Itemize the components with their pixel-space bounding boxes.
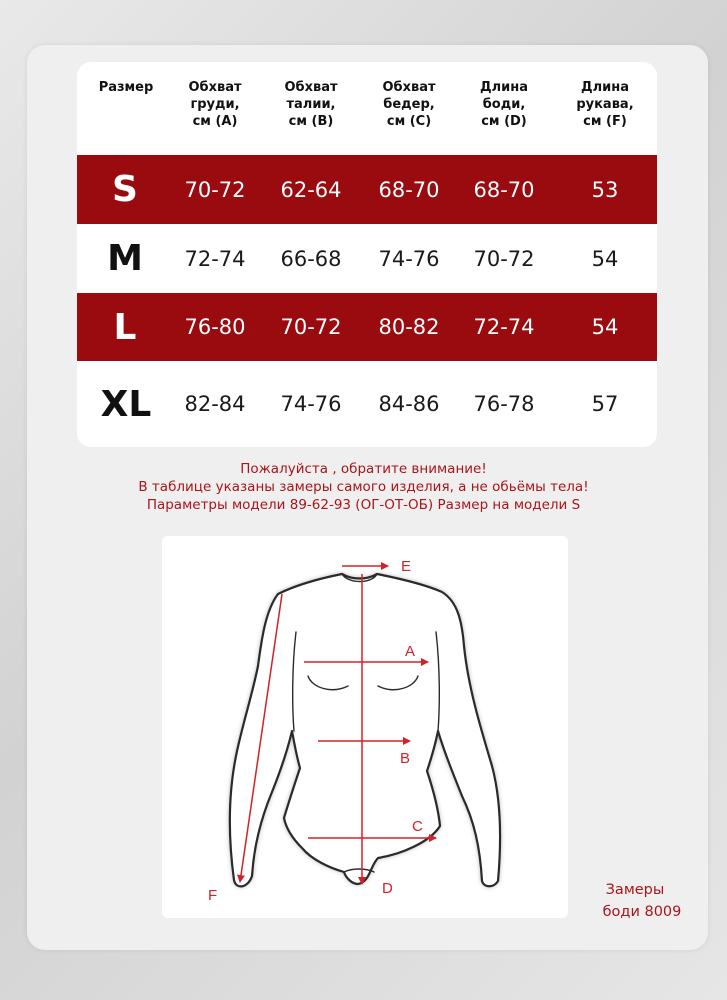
size-cell: S — [112, 169, 138, 210]
table-header — [77, 62, 657, 155]
table-row — [77, 155, 657, 224]
table-row — [77, 224, 657, 293]
table-row — [77, 361, 657, 447]
length-cell: 72-74 — [473, 315, 535, 339]
label-a: A — [405, 643, 416, 660]
notice-line-3: Параметры модели 89-62-93 (ОГ-ОТ-ОБ) Размер на модели S — [146, 497, 581, 513]
waist-cell: 74-76 — [280, 392, 342, 416]
notice-line-2: В таблице указаны замеры самого изделия, а не обьёмы тела! — [138, 479, 589, 495]
notice-line-1: Пожалуйста , обратите внимание! — [240, 461, 487, 477]
header-size: Размер — [98, 80, 154, 95]
header-length: Длина боди, см (D) — [480, 80, 528, 129]
bodysuit-outline — [230, 574, 500, 886]
waist-cell: 66-68 — [280, 246, 342, 271]
length-cell: 70-72 — [473, 246, 535, 271]
header-chest: Обхват груди, см (A) — [188, 80, 242, 129]
hips-cell: 80-82 — [378, 315, 440, 339]
caption-line-1: Замеры — [605, 882, 665, 898]
waist-cell: 62-64 — [280, 177, 342, 202]
header-sleeve: Длина рукава, см (F) — [576, 80, 634, 129]
length-cell: 68-70 — [473, 177, 535, 202]
label-d: D — [382, 880, 393, 897]
label-c: C — [412, 818, 423, 835]
size-cell: XL — [100, 383, 152, 425]
hips-cell: 84-86 — [378, 392, 440, 416]
caption-line-2: боди 8009 — [602, 904, 682, 920]
label-e: E — [401, 558, 412, 575]
header-hips: Обхват бедер, см (C) — [382, 80, 436, 129]
table-row — [77, 293, 657, 361]
label-f: F — [208, 887, 218, 904]
chest-cell: 70-72 — [184, 177, 246, 202]
measurement-diagram — [162, 536, 568, 918]
waist-cell: 70-72 — [280, 315, 342, 339]
sleeve-cell: 54 — [591, 246, 619, 271]
size-table — [77, 62, 657, 447]
chest-cell: 82-84 — [184, 392, 246, 416]
label-b: B — [400, 750, 411, 767]
size-cell: L — [113, 306, 137, 348]
size-cell: M — [107, 238, 143, 279]
length-cell: 76-78 — [473, 392, 535, 416]
hips-cell: 68-70 — [378, 177, 440, 202]
sleeve-cell: 54 — [591, 315, 619, 339]
chest-cell: 76-80 — [184, 315, 246, 339]
chest-cell: 72-74 — [184, 246, 246, 271]
bodysuit-illustration — [162, 536, 568, 918]
sleeve-cell: 53 — [591, 177, 619, 202]
hips-cell: 74-76 — [378, 246, 440, 271]
header-waist: Обхват талии, см (B) — [284, 80, 338, 129]
sleeve-cell: 57 — [591, 392, 619, 416]
